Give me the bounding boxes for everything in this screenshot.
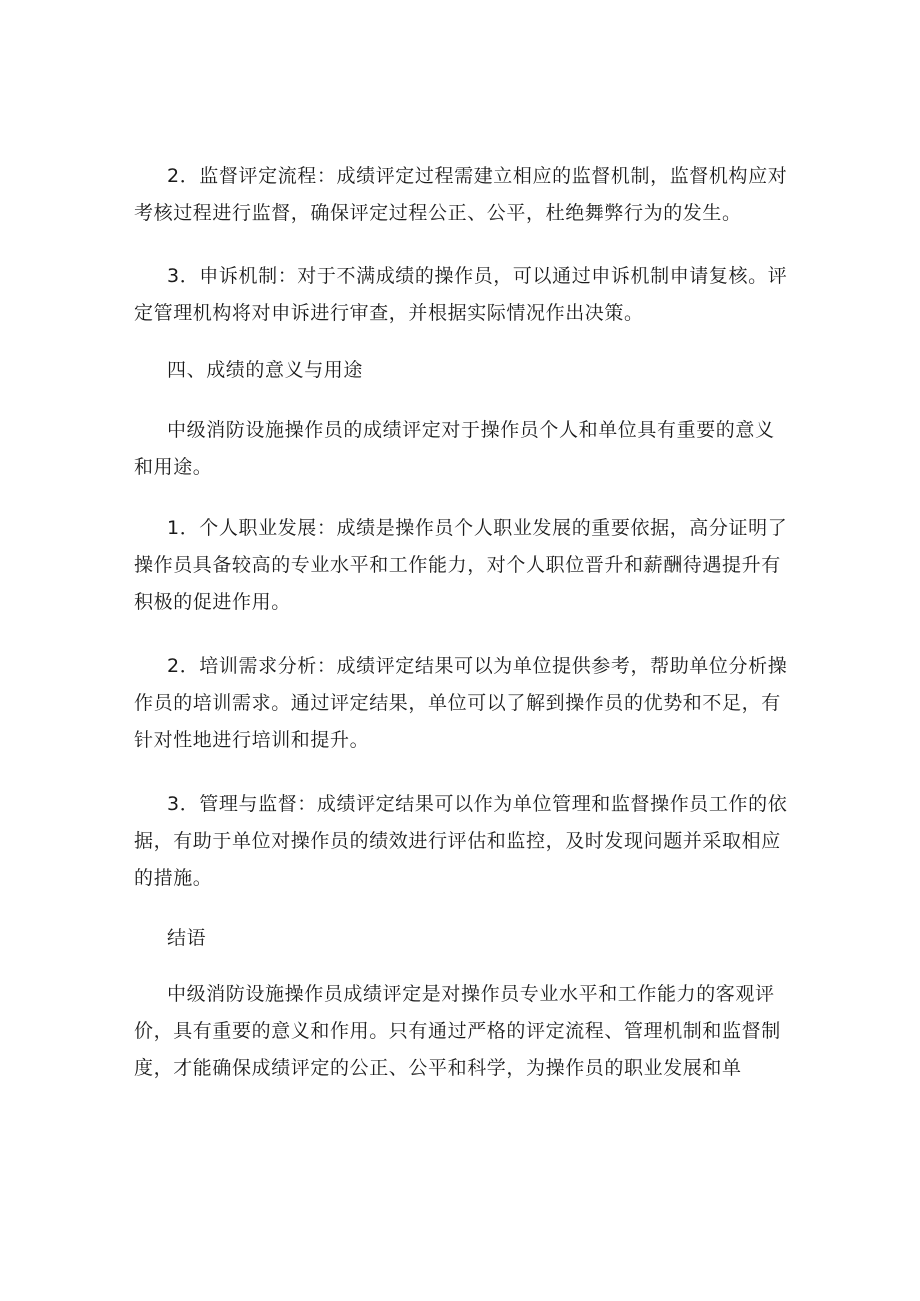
paragraph-significance-intro: 中级消防设施操作员的成绩评定对于操作员个人和单位具有重要的意义和用途。 [134, 419, 775, 478]
section-heading-conclusion: 结语 [167, 927, 207, 949]
section-heading-significance: 四、成绩的意义与用途 [167, 359, 364, 381]
paragraph-career-development: 1．个人职业发展：成绩是操作员个人职业发展的重要依据，高分证明了操作员具备较高的专业水平和工作能力，对个人职位晋升和薪酬待遇提升有积极的促进作用。 [134, 517, 788, 613]
paragraph-training-needs: 2．培训需求分析：成绩评定结果可以为单位提供参考，帮助单位分析操作员的培训需求。通过评定结果，单位可以了解到操作员的优势和不足，有针对性地进行培训和提升。 [134, 655, 788, 751]
paragraph-appeal-mechanism: 3．申诉机制：对于不满成绩的操作员，可以通过申诉机制申请复核。评定管理机构将对申诉进行审查，并根据实际情况作出决策。 [134, 265, 788, 324]
paragraph-conclusion: 中级消防设施操作员成绩评定是对操作员专业水平和工作能力的客观评价，具有重要的意义和作用。只有通过严格的评定流程、管理机制和监督制度，才能确保成绩评定的公正、公平和科学，为操作员的职业发展和单 [134, 983, 781, 1079]
paragraph-management-supervision: 3．管理与监督：成绩评定结果可以作为单位管理和监督操作员工作的依据，有助于单位对操作员的绩效进行评估和监控，及时发现问题并采取相应的措施。 [134, 793, 788, 889]
paragraph-supervision-process: 2．监督评定流程：成绩评定过程需建立相应的监督机制，监督机构应对考核过程进行监督，确保评定过程公正、公平，杜绝舞弊行为的发生。 [134, 165, 788, 224]
